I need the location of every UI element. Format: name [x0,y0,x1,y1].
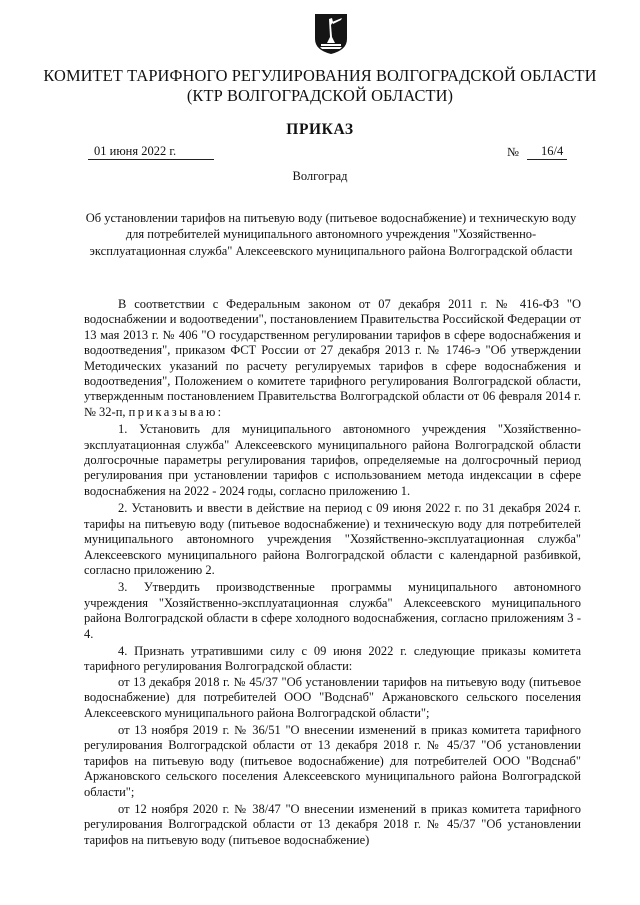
order-body [84,297,581,848]
order-phrase: приказываю: [128,404,224,419]
preamble-text: В соответствии с Федеральным законом от 07 декабря 2011 г. № 416-ФЗ "О водоснабжении и водоотведении", постановлением Правительства Российской Федерации от 13 мая 2013 г. № 406 "О государственном регулировании тарифов в сфере водоснабжения и водоотведения", приказом ФСТ России от 27 декабря 2013 г. № 1746-э "Об утверждении Методических указаний по расчету регулируемых тарифов в сфере водоснабжения и водоотведения", Положением о комитете тарифного регулирования Волгоградской области, утвержденным постановлением Правительства Волгоградской области от 06 февраля 2014 г. № 32-п, [84,297,581,419]
clause-1: 1. Установить для муниципального автономного учреждения "Хозяйственно-эксплуатационная служба" Алексеевского муниципального района Волгоградской области долгосрочные параметры регулирования тарифов, определяемые на долгосрочный период регулирования при установлении тарифов с использованием метода индексации в сфере водоснабжения на 2022 - 2024 годы, согласно приложению 1. [84,422,581,498]
repealed-order-1: от 13 декабря 2018 г. № 45/37 "Об установлении тарифов на питьевую воду (питьевое водоснабжение) для потребителей ООО "Водснаб" Аржановского сельского поселения Алексеевского муниципального района Волгоградской области"; [84,674,581,720]
organization-name: КОМИТЕТ ТАРИФНОГО РЕГУЛИРОВАНИЯ ВОЛГОГРАДСКОЙ ОБЛАСТИ [43,66,597,85]
preamble-paragraph [84,297,581,420]
order-date: 01 июня 2022 г. [88,144,214,160]
number-sign: № [507,145,519,159]
repealed-order-3: от 12 ноября 2020 г. № 38/47 "О внесении изменений в приказ комитета тарифного регулирования Волгоградской области от 13 декабря 2018 г. № 45/37 "Об установлении тарифов на питьевую воду (питьевое водоснабжение) [84,802,581,847]
document-type: ПРИКАЗ [286,121,354,138]
repealed-order-2: от 13 ноября 2019 г. № 36/51 "О внесении изменений в приказ комитета тарифного регулирования Волгоградской области от 13 декабря 2018 г. № 45/37 "Об установлении тарифов на питьевую воду (питьевое водоснабжение) для потребителей ООО "Водснаб" Аржановского сельского поселения Алексеевского муниципального района Волгоградской области"; [84,722,581,799]
organization-short-name: (КТР ВОЛГОГРАДСКОЙ ОБЛАСТИ) [186,86,454,105]
order-subject: Об установлении тарифов на питьевую воду (питьевое водоснабжение) и техническую воду для потребителей муниципального автономного учреждения "Хозяйственно-эксплуатационная служба" Алексеевского муниципального района Волгоградской области [85,211,577,258]
city: Волгоград [292,169,348,183]
clause-2: 2. Установить и ввести в действие на период с 09 июня 2022 г. по 31 декабря 2024 г. тарифы на питьевую воду (питьевое водоснабжение) и техническую воду для потребителей муниципального автономного учреждения "Хозяйственно-эксплуатационная служба" Алексеевского муниципального района Волгоградской области с календарной разбивкой, согласно приложению 2. [84,501,581,577]
volgograd-coat-of-arms-icon [314,13,348,55]
clause-3: 3. Утвердить производственные программы муниципального автономного учреждения "Хозяйственно-эксплуатационная служба" Алексеевского муниципального района Волгоградской области в сфере холодного водоснабжения, согласно приложениям 3 - 4. [84,580,581,641]
clause-4: 4. Признать утратившими силу с 09 июня 2022 г. следующие приказы комитета тарифного регулирования Волгоградской области: [84,643,581,674]
order-number: 16/4 [527,144,567,160]
